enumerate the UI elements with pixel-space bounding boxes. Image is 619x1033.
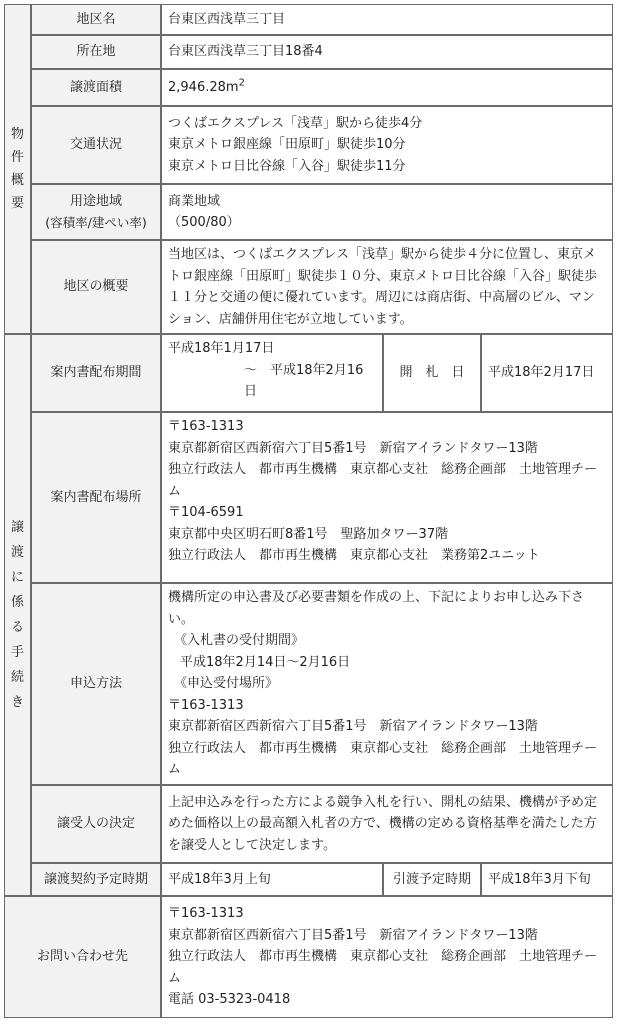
area-label: 譲渡面積	[31, 69, 161, 106]
application-place-line: 東京都新宿区西新宿六丁目5番1号 新宿アイランドタワー13階	[168, 719, 538, 734]
property-overview-group	[4, 4, 31, 334]
contact-line: 東京都新宿区西新宿六丁目5番1号 新宿アイランドタワー13階	[168, 927, 538, 943]
handover-label: 引渡予定時期	[383, 863, 481, 896]
procedure-group-label: 譲渡に係る手続き	[10, 520, 24, 710]
zoning-value-ratio: （500/80）	[168, 215, 240, 230]
distribution-period-end: ～ 平成18年2月16日	[244, 362, 364, 399]
decision-label: 譲受人の決定	[31, 785, 161, 863]
transport-line: 東京メトロ銀座線「田原町」駅徒歩10分	[168, 137, 406, 153]
overview-text: 当地区は、つくばエクスプレス「浅草」駅から徒歩４分に位置し、東京メトロ銀座線「田原町」駅徒歩１０分、東京メトロ日比谷線「入谷」駅徒歩１１分と交通の便に優れています。周辺には商店街、中高層のビル、マンション、店舗併用住宅が立地しています。	[161, 240, 613, 334]
overview-label: 地区の概要	[31, 240, 161, 334]
zoning-value-main: 商業地域	[168, 193, 221, 209]
row-zoning	[4, 184, 613, 240]
row-location	[4, 35, 613, 69]
row-contact	[4, 896, 613, 1018]
row-contract	[4, 863, 613, 896]
zoning-value	[161, 184, 613, 240]
application-label: 申込方法	[31, 583, 161, 785]
row-distribution-period	[4, 334, 613, 412]
distribution-place-line: 〒104-6591	[168, 505, 244, 520]
property-group-label: 物件概要	[10, 127, 24, 211]
distribution-place-line: 東京都中央区明石町8番1号 聖路加タワー37階	[168, 526, 449, 542]
district-value: 台東区西浅草三丁目	[161, 4, 613, 35]
opening-value: 平成18年2月17日	[481, 334, 613, 412]
distribution-period-start: 平成18年1月17日	[168, 341, 275, 356]
distribution-place-label: 案内書配布場所	[31, 412, 161, 583]
property-info-table	[4, 4, 613, 1018]
handover-value: 平成18年3月下旬	[481, 863, 613, 896]
contract-value: 平成18年3月上旬	[161, 863, 383, 896]
row-district	[4, 4, 613, 35]
application-period-value: 平成18年2月14日～2月16日	[180, 654, 351, 670]
row-area	[4, 69, 613, 106]
contact-phone: 電話 03-5323-0418	[168, 992, 291, 1008]
application-intro: 機構所定の申込書及び必要書類を作成の上、下記によりお申し込み下さい。	[168, 590, 585, 627]
row-application	[4, 583, 613, 785]
area-value: 2,946.28m	[168, 79, 239, 95]
contact-value	[161, 896, 613, 1018]
distribution-place-line: 独立行政法人 都市再生機構 東京都心支社 総務企画部 土地管理チーム	[168, 462, 598, 499]
application-period-heading: 《入札書の受付期間》	[174, 633, 305, 648]
area-value-cell	[161, 69, 613, 106]
distribution-period-value	[161, 334, 383, 412]
zoning-label	[31, 184, 161, 240]
application-place-line: 独立行政法人 都市再生機構 東京都心支社 総務企画部 土地管理チーム	[168, 740, 598, 777]
decision-text: 上記申込みを行った方による競争入札を行い、開札の結果、機構が予め定めた価格以上の最高額入札者の方で、機構の定める資格基準を満たした方を譲受人として決定します。	[161, 785, 613, 863]
transport-value	[161, 106, 613, 184]
application-value	[161, 583, 613, 785]
distribution-place-line: 独立行政法人 都市再生機構 東京都心支社 業務第2ユニット	[168, 548, 540, 563]
contact-line: 独立行政法人 都市再生機構 東京都心支社 総務企画部 土地管理チーム	[168, 949, 598, 986]
transport-label: 交通状況	[31, 106, 161, 184]
contract-label: 譲渡契約予定時期	[31, 863, 161, 896]
contact-label: お問い合わせ先	[4, 896, 161, 1018]
district-label: 地区名	[31, 4, 161, 35]
row-decision	[4, 785, 613, 863]
location-value: 台東区西浅草三丁目18番4	[161, 35, 613, 69]
row-transport	[4, 106, 613, 184]
area-unit-superscript: 2	[238, 77, 245, 89]
zoning-label-main: 用途地域	[69, 193, 122, 209]
application-place-line: 〒163-1313	[168, 697, 244, 713]
zoning-label-sub: (容積率/建ぺい率)	[45, 215, 147, 230]
row-distribution-place	[4, 412, 613, 583]
procedure-group	[4, 334, 31, 896]
location-label: 所在地	[31, 35, 161, 69]
application-place-heading: 《申込受付場所》	[174, 676, 279, 691]
distribution-place-line: 東京都新宿区西新宿六丁目5番1号 新宿アイランドタワー13階	[168, 440, 538, 456]
contact-line: 〒163-1313	[168, 906, 244, 922]
opening-label: 開 札 日	[383, 334, 481, 412]
distribution-place-value	[161, 412, 613, 583]
row-overview	[4, 240, 613, 334]
transport-line: 東京メトロ日比谷線「入谷」駅徒歩11分	[168, 158, 406, 174]
distribution-period-label: 案内書配布期間	[31, 334, 161, 412]
distribution-place-line: 〒163-1313	[168, 419, 244, 434]
transport-line: つくばエクスプレス「浅草」駅から徒歩4分	[168, 115, 423, 131]
